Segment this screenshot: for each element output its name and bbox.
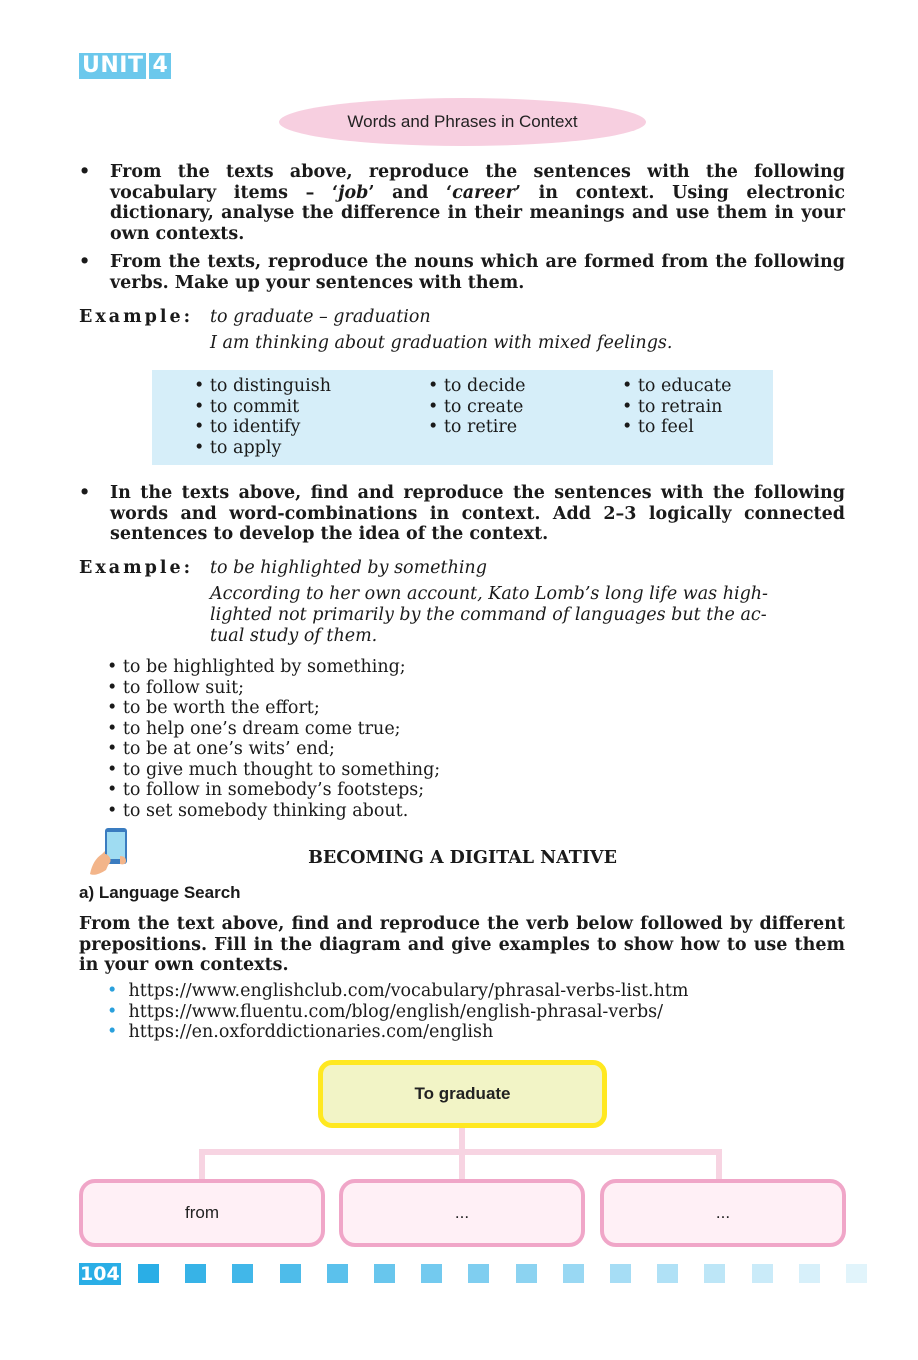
- footer-square: [468, 1264, 489, 1283]
- link-item[interactable]: • https://en.oxforddictionaries.com/english: [107, 1022, 689, 1043]
- verbs-column-1: [194, 376, 331, 458]
- diagram-leaf-label: ...: [715, 1203, 731, 1222]
- section-pill-label: Words and Phrases in Context: [347, 112, 578, 131]
- footer-square: [138, 1264, 159, 1283]
- subheading: a) Language Search: [79, 883, 241, 902]
- task-2-text: From the texts, reproduce the nouns which are formed from the following verbs. Make up your sentences with them.: [110, 252, 845, 293]
- list-item: • to follow in somebody’s footsteps;: [107, 780, 440, 801]
- verb-item: • to retrain: [622, 397, 731, 418]
- verb-item: • to apply: [194, 438, 331, 459]
- phone-in-hand-icon: [86, 826, 138, 878]
- bullet: •: [79, 483, 91, 503]
- example-2-line-3: tual study of them.: [210, 626, 378, 646]
- diagram-leaf[interactable]: [600, 1179, 846, 1247]
- footer-square: [563, 1264, 584, 1283]
- verb-item: • to create: [428, 397, 526, 418]
- list-item: • to give much thought to something;: [107, 760, 440, 781]
- example-2: [79, 558, 193, 578]
- footer-square: [704, 1264, 725, 1283]
- footer-square: [185, 1264, 206, 1283]
- unit-number: 4: [149, 53, 171, 79]
- diagram-connectors: [0, 1126, 918, 1186]
- footer-square: [610, 1264, 631, 1283]
- footer-square: [374, 1264, 395, 1283]
- example-2-line-1: According to her own account, Kato Lomb’s long life was high-: [210, 584, 768, 604]
- section-title: BECOMING A DIGITAL NATIVE: [308, 848, 617, 868]
- verbs-box: [152, 370, 773, 465]
- verb-item: • to distinguish: [194, 376, 331, 397]
- section-pill: [279, 98, 646, 146]
- verb-item: • to identify: [194, 417, 331, 438]
- verbs-column-2: [428, 376, 526, 438]
- example-2-phrase: to be highlighted by something: [210, 558, 487, 578]
- task-3: [79, 483, 845, 545]
- diagram-root: [318, 1060, 607, 1128]
- verb-item: • to commit: [194, 397, 331, 418]
- list-item: • to be at one’s wits’ end;: [107, 739, 440, 760]
- example-2-line-2: lighted not primarily by the command of languages but the ac-: [210, 605, 767, 625]
- footer-square: [232, 1264, 253, 1283]
- example-1: [79, 307, 193, 327]
- task-3-text: In the texts above, find and reproduce the sentences with the following words and word-combinations in context. Add 2–3 logically connected sentences to develop the idea of the context.: [110, 483, 845, 544]
- diagram-leaf-label: ...: [454, 1203, 470, 1222]
- footer-square: [280, 1264, 301, 1283]
- diagram-leaf[interactable]: [339, 1179, 585, 1247]
- link-item[interactable]: • https://www.englishclub.com/vocabulary/phrasal-verbs-list.htm: [107, 981, 689, 1002]
- verbs-column-3: [622, 376, 731, 438]
- unit-label: UNIT: [79, 53, 146, 79]
- list-item: • to be highlighted by something;: [107, 657, 440, 678]
- footer-square: [799, 1264, 820, 1283]
- bullet: •: [79, 252, 91, 272]
- verb-item: • to retire: [428, 417, 526, 438]
- task-2: [79, 252, 845, 293]
- verb-item: • to educate: [622, 376, 731, 397]
- example-label: Example:: [79, 307, 194, 327]
- list-item: • to set somebody thinking about.: [107, 801, 440, 822]
- instruction: From the text above, find and reproduce the verb below followed by different prepositions. Fill in the diagram and give examples to show how to use them in your own contexts.: [79, 914, 845, 975]
- footer-square: [516, 1264, 537, 1283]
- task-1: [79, 162, 845, 244]
- list-item: • to be worth the effort;: [107, 698, 440, 719]
- list-item: • to help one’s dream come true;: [107, 719, 440, 740]
- footer-square: [846, 1264, 867, 1283]
- diagram-leaf-label: from: [185, 1203, 219, 1222]
- word-job: job: [338, 182, 369, 203]
- diagram-leaf[interactable]: [79, 1179, 325, 1247]
- word-career: career: [452, 182, 515, 203]
- footer-square: [327, 1264, 348, 1283]
- example-1-sentence: I am thinking about graduation with mixed feelings.: [210, 333, 673, 353]
- example-1-phrase: to graduate – graduation: [210, 307, 431, 327]
- page-number: 104: [80, 1263, 120, 1285]
- link-item[interactable]: • https://www.fluentu.com/blog/english/english-phrasal-verbs/: [107, 1002, 689, 1023]
- example-label: Example:: [79, 558, 194, 578]
- verb-item: • to decide: [428, 376, 526, 397]
- footer-square: [752, 1264, 773, 1283]
- list-item: • to follow suit;: [107, 678, 440, 699]
- verb-item: • to feel: [622, 417, 731, 438]
- link-list: [107, 981, 689, 1043]
- footer-square: [421, 1264, 442, 1283]
- task-1-text: From the texts above, reproduce the sentences with the following vocabulary items – ‘job’ and ‘career’ in context. Using electronic dictionary, analyse the difference in their meanings and use them in your own contexts.: [110, 162, 845, 244]
- unit-badge: [79, 53, 171, 79]
- footer-square: [657, 1264, 678, 1283]
- bullet: •: [79, 162, 91, 182]
- phrase-list: [107, 657, 440, 821]
- diagram-root-label: To graduate: [414, 1084, 511, 1103]
